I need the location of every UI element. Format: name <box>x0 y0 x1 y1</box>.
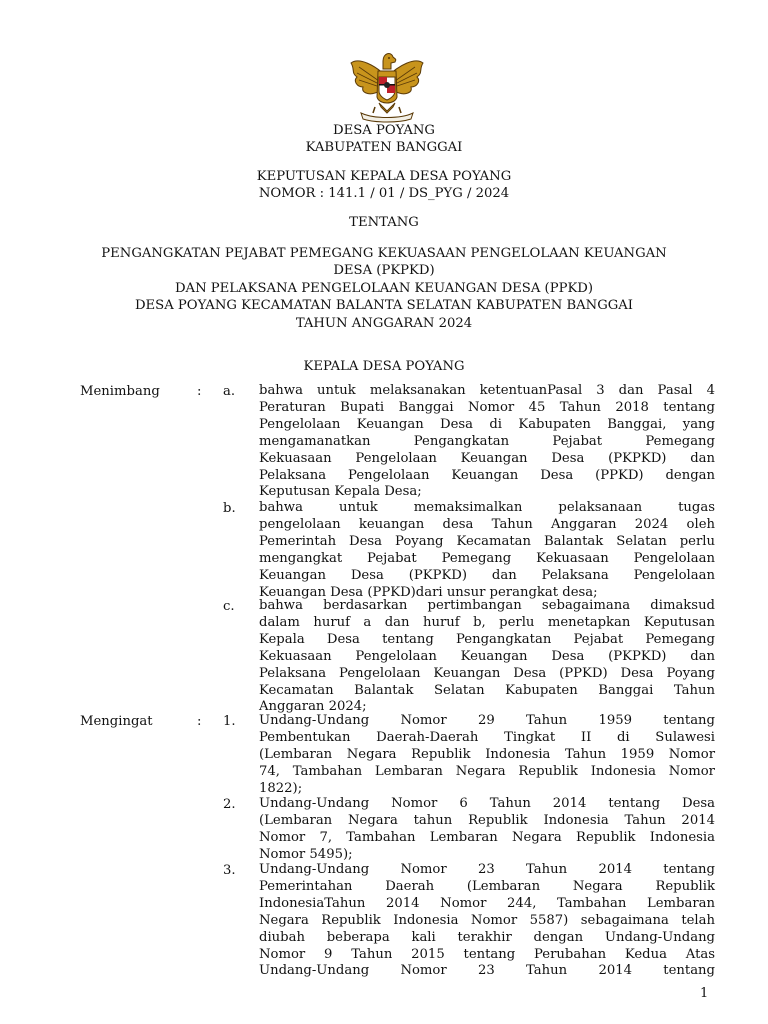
text-line: Undang-Undang Nomor 6 Tahun 2014 tentang Desa <box>259 796 715 811</box>
text-line: Nomor 5495); <box>259 846 353 862</box>
menimbang-item-b <box>259 500 715 601</box>
text-line: bahwa berdasarkan pertimbangan sebagaimana dimaksud <box>259 598 715 613</box>
item-marker: b. <box>223 501 236 516</box>
text-line: Nomor 7, Tambahan Lembaran Negara Republik Indonesia <box>259 829 715 845</box>
text-line: Pengelolaan Keuangan Desa di Kabupaten Banggai, yang <box>259 416 715 432</box>
text-line: Pemerintah Desa Poyang Kecamatan Balantak Selatan perlu <box>259 533 715 549</box>
text-line: Undang-Undang Nomor 23 Tahun 2014 tentang <box>259 862 715 877</box>
text-line: 1822); <box>259 780 303 796</box>
decree-number: NOMOR : 141.1 / 01 / DS_PYG / 2024 <box>258 186 510 201</box>
text-line: Keuangan Desa (PPKD)dari unsur perangkat desa; <box>259 584 598 600</box>
regency-name: KABUPATEN BANGGAI <box>305 140 463 155</box>
text-line: Keuangan Desa (PKPKD) dan Pelaksana Pengelolaan <box>259 567 715 583</box>
official-title: KEPALA DESA POYANG <box>303 359 465 374</box>
decree-title: KEPUTUSAN KEPALA DESA POYANG <box>256 169 512 184</box>
menimbang-item-a <box>259 383 715 501</box>
text-line: Kecamatan Balantak Selatan Kabupaten Banggai Tahun <box>259 682 715 698</box>
text-line: Pelaksana Pengelolaan Keuangan Desa (PPKD) Desa Poyang <box>259 665 715 681</box>
text-line: IndonesiaTahun 2014 Nomor 244, Tambahan Lembaran <box>259 895 715 911</box>
text-line: diubah beberapa kali terakhir dengan Undang-Undang <box>259 929 715 945</box>
text-line: Anggaran 2024; <box>259 699 367 715</box>
text-line: Kekuasaan Pengelolaan Keuangan Desa (PKPKD) dan <box>259 450 715 466</box>
item-marker: 2. <box>223 797 236 812</box>
mengingat-item-1 <box>259 713 715 798</box>
page-number: 1 <box>700 986 709 1001</box>
item-marker: 1. <box>223 714 236 729</box>
text-line: Pelaksana Pengelolaan Keuangan Desa (PPKD) dengan <box>259 467 715 483</box>
subject-line: DAN PELAKSANA PENGELOLAAN KEUANGAN DESA (PPKD) <box>174 281 594 296</box>
tentang-heading: TENTANG <box>349 215 419 230</box>
mengingat-item-3 <box>259 862 715 980</box>
text-line: Undang-Undang Nomor 23 Tahun 2014 tentang <box>259 963 715 979</box>
subject-line: PENGANGKATAN PEJABAT PEMEGANG KEKUASAAN PENGELOLAAN KEUANGAN <box>101 246 667 261</box>
village-name: DESA POYANG <box>333 123 435 138</box>
text-line: (Lembaran Negara tahun Republik Indonesia Tahun 2014 <box>259 812 715 828</box>
text-line: Keputusan Kepala Desa; <box>259 484 422 500</box>
item-marker: c. <box>223 599 235 614</box>
text-line: mengangkat Pejabat Pemegang Kekuasaan Pengelolaan <box>259 550 715 566</box>
subject-line: DESA (PKPKD) <box>333 263 435 278</box>
text-line: 74, Tambahan Lembaran Negara Republik Indonesia Nomor <box>259 763 715 779</box>
mengingat-colon: : <box>197 714 202 729</box>
subject-line: DESA POYANG KECAMATAN BALANTA SELATAN KABUPATEN BANGGAI <box>134 298 634 313</box>
menimbang-colon: : <box>197 384 202 399</box>
menimbang-item-c <box>259 598 715 716</box>
text-line: mengamanatkan Pengangkatan Pejabat Pemegang <box>259 433 715 449</box>
text-line: Kepala Desa tentang Pengangkatan Pejabat Pemegang <box>259 631 715 647</box>
text-line: Undang-Undang Nomor 29 Tahun 1959 tentang <box>259 713 715 728</box>
text-line: Negara Republik Indonesia Nomor 5587) sebagaimana telah <box>259 912 715 928</box>
text-line: Pembentukan Daerah-Daerah Tingkat II di Sulawesi <box>259 729 715 745</box>
text-line: dalam huruf a dan huruf b, perlu menetapkan Keputusan <box>259 614 715 630</box>
mengingat-label: Mengingat <box>80 714 153 729</box>
garuda-emblem-icon <box>345 47 429 123</box>
text-line: bahwa untuk memaksimalkan pelaksanaan tugas <box>259 500 715 515</box>
text-line: (Lembaran Negara Republik Indonesia Tahun 1959 Nomor <box>259 746 715 762</box>
item-marker: 3. <box>223 863 236 878</box>
item-marker: a. <box>223 384 236 399</box>
menimbang-label: Menimbang <box>80 384 160 399</box>
subject-line: TAHUN ANGGARAN 2024 <box>295 316 473 331</box>
text-line: Nomor 9 Tahun 2015 tentang Perubahan Kedua Atas <box>259 946 715 962</box>
text-line: Kekuasaan Pengelolaan Keuangan Desa (PKPKD) dan <box>259 648 715 664</box>
text-line: pengelolaan keuangan desa Tahun Anggaran 2024 oleh <box>259 516 715 532</box>
text-line: Pemerintahan Daerah (Lembaran Negara Republik <box>259 878 715 894</box>
mengingat-item-2 <box>259 796 715 864</box>
text-line: bahwa untuk melaksanakan ketentuanPasal 3 dan Pasal 4 <box>259 383 715 398</box>
text-line: Peraturan Bupati Banggai Nomor 45 Tahun 2018 tentang <box>259 399 715 415</box>
